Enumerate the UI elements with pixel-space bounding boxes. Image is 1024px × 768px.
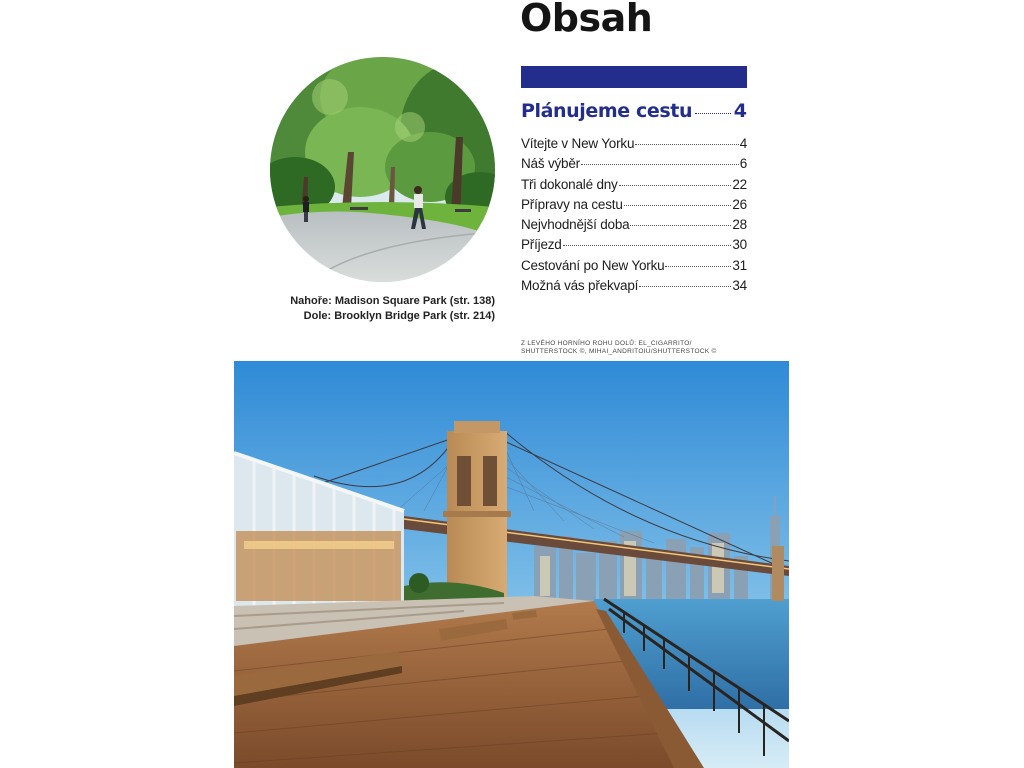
table-of-contents bbox=[521, 136, 747, 298]
toc-entry-page: 30 bbox=[732, 237, 747, 253]
toc-entry-page: 31 bbox=[732, 257, 747, 273]
credit-line-2: SHUTTERSTOCK ©, MIHAI_ANDRITOIU/SHUTTERSTOCK © bbox=[521, 348, 717, 355]
dot-leader bbox=[563, 245, 732, 246]
brooklyn-bridge-photo bbox=[234, 361, 789, 768]
dot-leader bbox=[639, 286, 731, 287]
toc-entry-page: 22 bbox=[732, 176, 747, 192]
toc-entry[interactable] bbox=[521, 156, 747, 176]
toc-entry[interactable] bbox=[521, 237, 747, 257]
toc-entry-title: Přípravy na cestu bbox=[521, 196, 623, 212]
toc-entry-title: Tři dokonalé dny bbox=[521, 176, 618, 192]
toc-entry-page: 4 bbox=[739, 136, 747, 151]
toc-entry-page: 28 bbox=[732, 217, 747, 233]
photo-caption bbox=[240, 294, 495, 324]
toc-entry-page: 34 bbox=[732, 278, 747, 294]
toc-entry[interactable] bbox=[521, 278, 747, 298]
toc-entry-page: 26 bbox=[732, 196, 747, 212]
dot-leader bbox=[630, 225, 731, 226]
toc-entry[interactable] bbox=[521, 177, 747, 197]
section-label: Plánujeme cestu bbox=[521, 100, 693, 122]
toc-entry-title: Vítejte v New Yorku bbox=[521, 136, 635, 151]
toc-entry-title: Cestování po New Yorku bbox=[521, 257, 665, 273]
park-photo bbox=[270, 57, 495, 282]
toc-entry[interactable] bbox=[521, 136, 747, 156]
page-title: Obsah bbox=[520, 0, 653, 40]
dot-leader bbox=[695, 113, 731, 114]
dot-leader bbox=[665, 266, 731, 267]
credit-line-1: Z LEVÉHO HORNÍHO ROHU DOLŮ: EL_CIGARRITO/ bbox=[521, 340, 692, 347]
dot-leader bbox=[635, 144, 738, 145]
toc-section-heading[interactable] bbox=[521, 100, 747, 122]
title-accent-bar bbox=[521, 66, 747, 88]
toc-entry-page: 6 bbox=[739, 156, 747, 172]
toc-entry[interactable] bbox=[521, 197, 747, 217]
caption-bottom: Dole: Brooklyn Bridge Park (str. 214) bbox=[303, 310, 495, 322]
toc-entry-title: Náš výběr bbox=[521, 156, 580, 172]
photo-credit bbox=[521, 340, 751, 356]
section-page-number: 4 bbox=[733, 100, 747, 122]
dot-leader bbox=[581, 164, 739, 165]
toc-entry-title: Příjezd bbox=[521, 237, 562, 253]
toc-entry-title: Nejvhodnější doba bbox=[521, 217, 630, 233]
dot-leader bbox=[624, 205, 732, 206]
toc-entry[interactable] bbox=[521, 258, 747, 278]
dot-leader bbox=[619, 185, 732, 186]
toc-entry-title: Možná vás překvapí bbox=[521, 278, 639, 294]
toc-entry[interactable] bbox=[521, 217, 747, 237]
caption-top: Nahoře: Madison Square Park (str. 138) bbox=[290, 295, 495, 307]
